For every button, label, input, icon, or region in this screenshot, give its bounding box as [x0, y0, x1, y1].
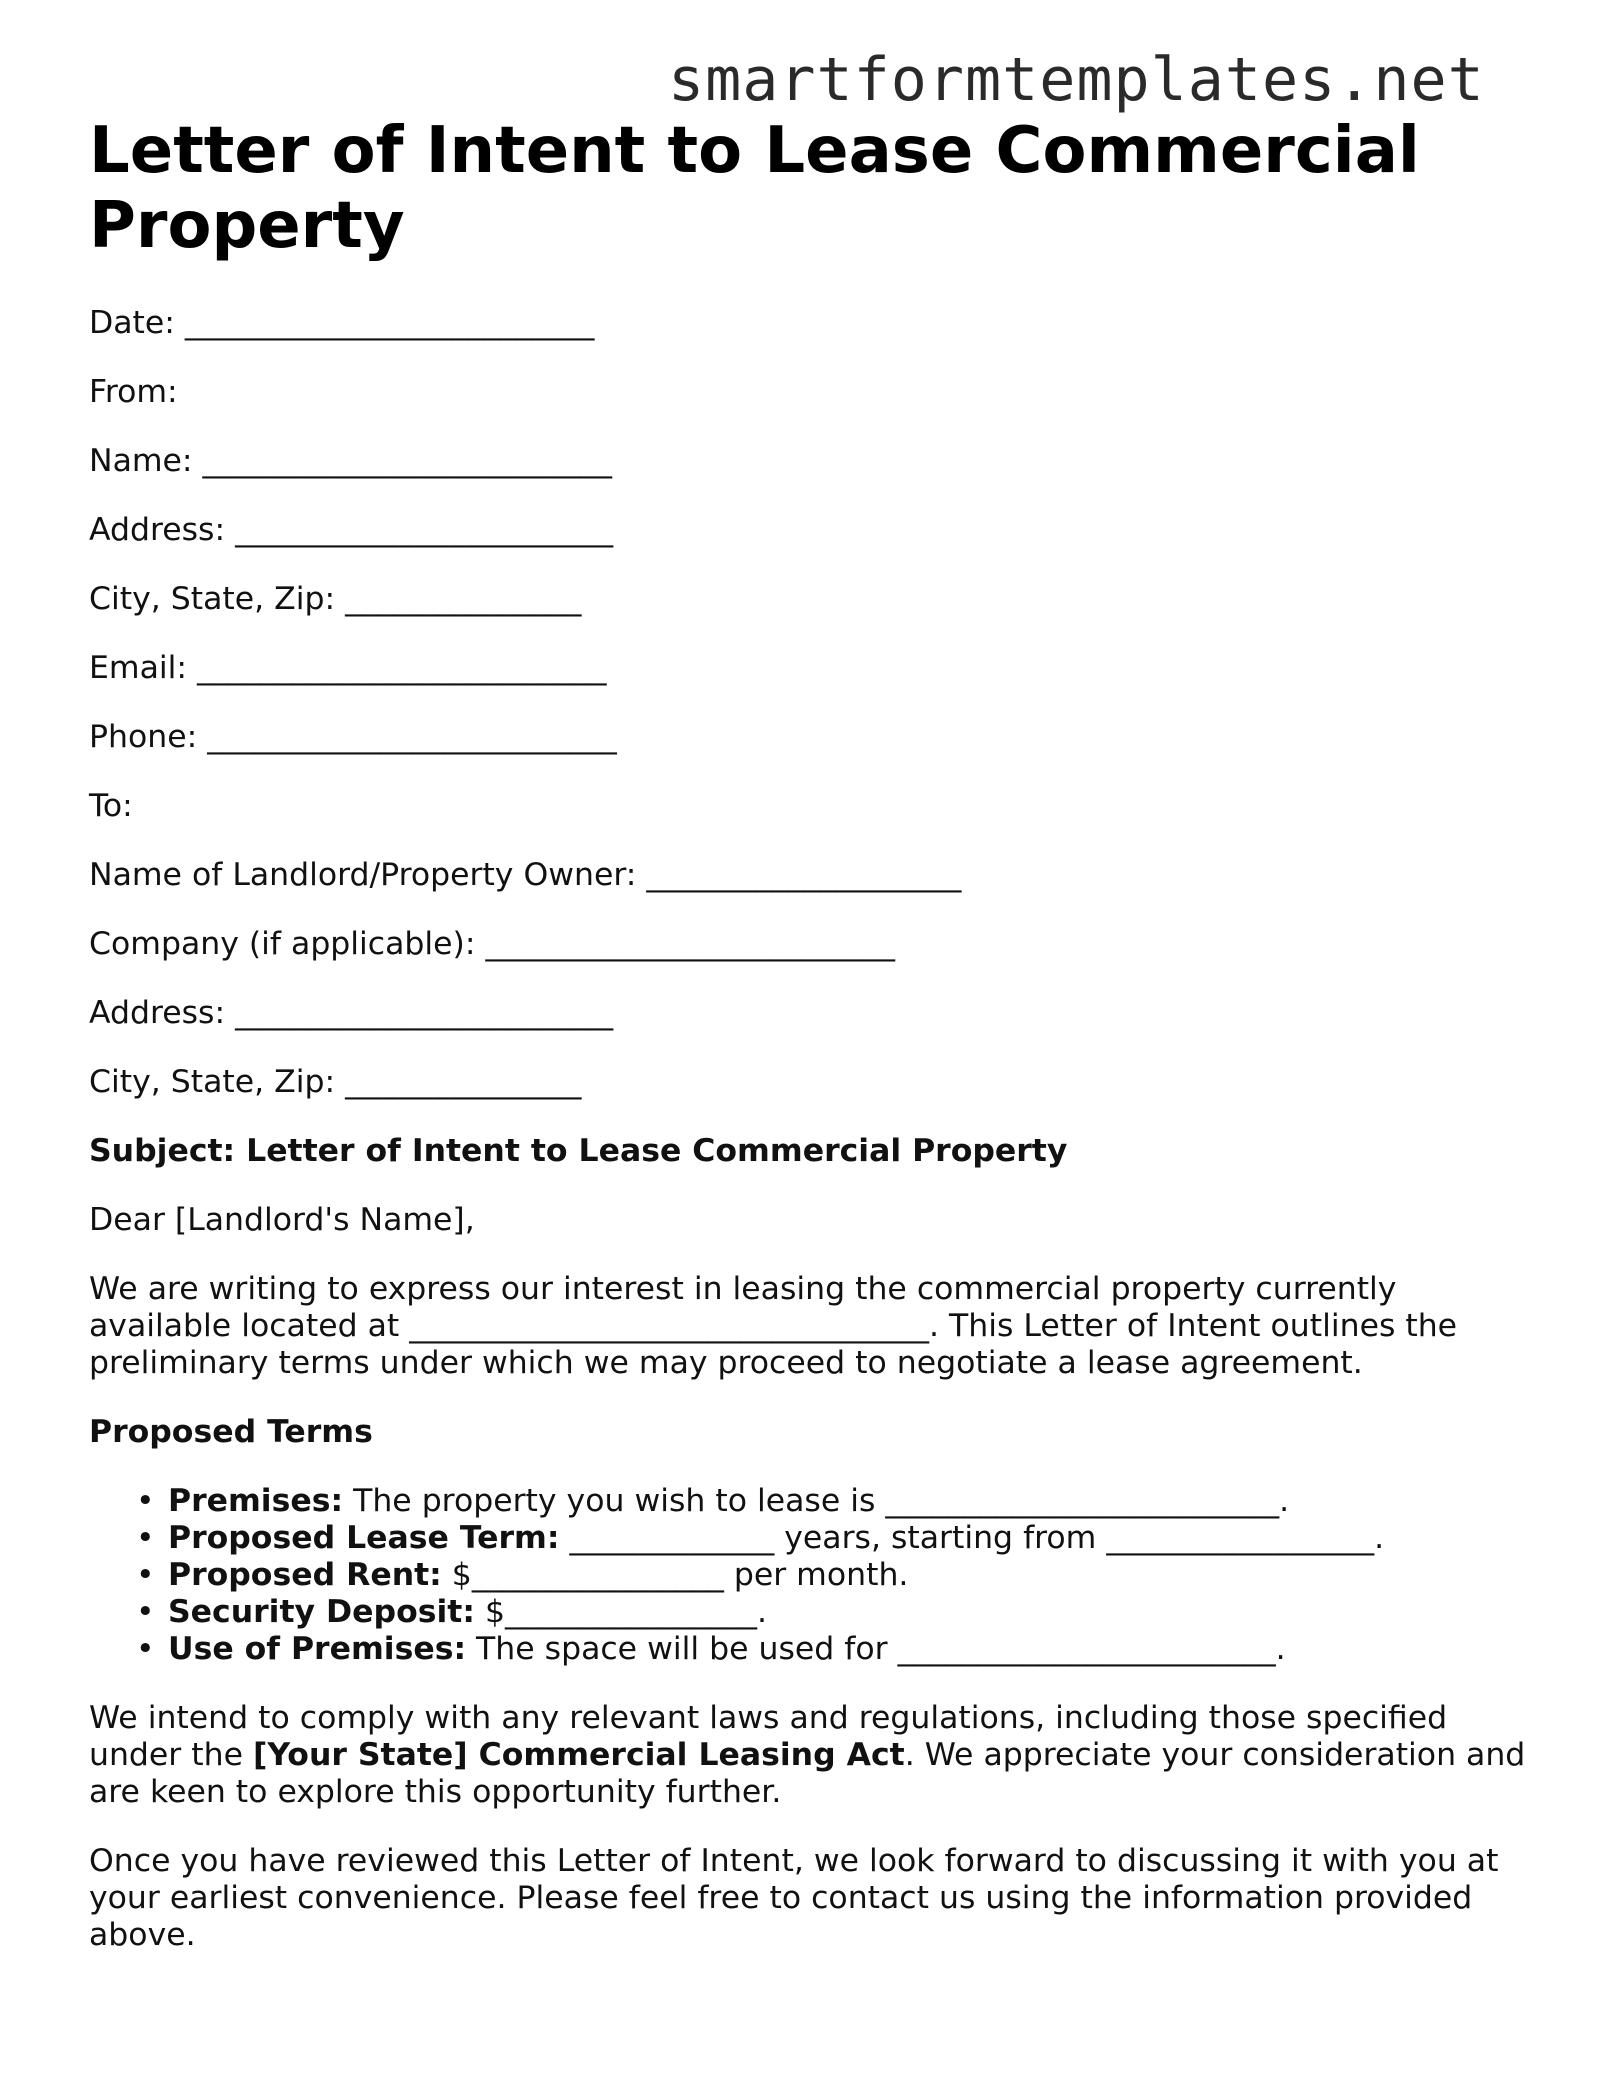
term-text[interactable]: $________________. — [474, 1594, 768, 1630]
recipient-address-field[interactable]: Address: ________________________ — [89, 995, 614, 1031]
to-label: To: — [89, 788, 133, 824]
term-text[interactable]: The property you wish to lease is _________________________. — [343, 1483, 1290, 1519]
salutation: Dear [Landlord's Name], — [89, 1202, 475, 1238]
state-act-name: [Your State] Commercial Leasing Act — [252, 1737, 905, 1773]
compliance-text-after: . We appreciate your consideration and are keen to explore this opportunity further. — [89, 1737, 1526, 1810]
term-text[interactable]: $________________ per month. — [441, 1557, 909, 1593]
term-label: Security Deposit: — [168, 1594, 475, 1630]
recipient-city-state-zip-field[interactable]: City, State, Zip: _______________ — [89, 1064, 582, 1100]
subject-line: Subject: Letter of Intent to Lease Commercial Property — [89, 1133, 1068, 1169]
sender-city-state-zip-field[interactable]: City, State, Zip: _______________ — [89, 581, 582, 617]
sender-email-field[interactable]: Email: __________________________ — [89, 650, 607, 686]
term-use-of-premises — [89, 1631, 1529, 1668]
term-text[interactable]: _____________ years, starting from _________________. — [559, 1520, 1385, 1556]
sender-name-field[interactable]: Name: __________________________ — [89, 443, 613, 479]
bullet-icon: • — [136, 1631, 155, 1667]
date-field[interactable]: Date: __________________________ — [89, 305, 595, 341]
from-label: From: — [89, 374, 178, 410]
sender-phone-field[interactable]: Phone: __________________________ — [89, 719, 617, 755]
company-field[interactable]: Company (if applicable): __________________________ — [89, 926, 895, 962]
term-lease-term — [89, 1520, 1529, 1557]
proposed-terms-heading: Proposed Terms — [89, 1414, 373, 1450]
compliance-text-before: We intend to comply with any relevant laws and regulations, including those specified under the — [89, 1700, 1448, 1773]
term-text[interactable]: The space will be used for ________________________. — [466, 1631, 1286, 1667]
proposed-terms-list — [89, 1483, 1529, 1668]
bullet-icon: • — [136, 1483, 155, 1519]
term-security-deposit — [89, 1594, 1529, 1631]
bullet-icon: • — [136, 1594, 155, 1630]
intro-paragraph: We are writing to express our interest in leasing the commercial property currently available located at _________________________________. This Letter of Intent outlines the preliminary terms under which we may proceed to negotiate a lease agreement. — [89, 1271, 1458, 1381]
landlord-name-field[interactable]: Name of Landlord/Property Owner: ____________________ — [89, 857, 962, 893]
document-title: Letter of Intent to Lease Commercial Property — [89, 114, 1420, 263]
closing-paragraph: Once you have reviewed this Letter of Intent, we look forward to discussing it with you at your earliest convenience. Please feel free to contact us using the information provided above. — [89, 1843, 1499, 1953]
term-label: Proposed Lease Term: — [168, 1520, 560, 1556]
bullet-icon: • — [136, 1520, 155, 1556]
watermark-text: smartformtemplates.net — [668, 45, 1485, 115]
term-rent — [89, 1557, 1529, 1594]
bullet-icon: • — [136, 1557, 155, 1593]
letter-body — [89, 305, 1529, 1986]
term-label: Proposed Rent: — [168, 1557, 442, 1593]
term-premises — [89, 1483, 1529, 1520]
term-label: Premises: — [168, 1483, 344, 1519]
compliance-paragraph — [89, 1700, 1529, 1811]
term-label: Use of Premises: — [168, 1631, 467, 1667]
sender-address-field[interactable]: Address: ________________________ — [89, 512, 614, 548]
